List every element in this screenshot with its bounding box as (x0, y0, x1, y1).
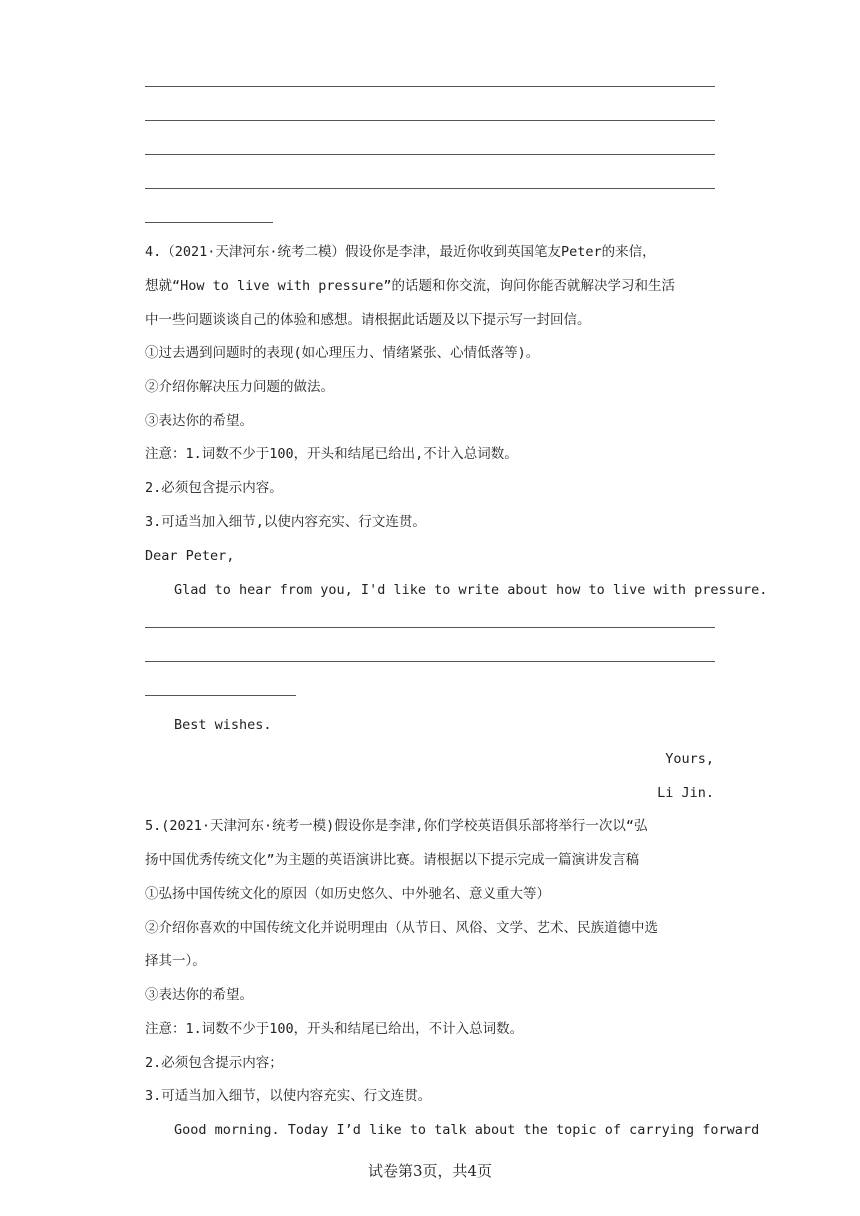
answer-line (145, 222, 273, 223)
q5-header-cont: 扬中国优秀传统文化”为主题的英语演讲比赛。请根据以下提示完成一篇演讲发言稿 (145, 852, 640, 868)
q4-prompt-3: ③表达你的希望。 (145, 413, 253, 429)
answer-line (145, 695, 296, 696)
q5-prompt-1: ①弘扬中国传统文化的原因（如历史悠久、中外驰名、意义重大等） (145, 886, 550, 902)
q4-header: 4.（2021·天津河东·统考二模）假设你是李津，最近你收到英国笔友Peter的来信， (145, 244, 656, 260)
q4-salutation: Dear Peter, (145, 548, 235, 564)
q4-prompt-1: ①过去遇到问题时的表现(如心理压力、情绪紧张、心情低落等)。 (145, 345, 540, 361)
q5-note-3: 3.可适当加入细节，以使内容充实、行文连贯。 (145, 1088, 432, 1104)
q4-signoff: Yours, (665, 751, 714, 767)
answer-line (145, 627, 715, 628)
answer-line (145, 120, 715, 121)
answer-line (145, 154, 715, 155)
q5-prompt-3: ③表达你的希望。 (145, 987, 253, 1003)
q4-prompt-2: ②介绍你解决压力问题的做法。 (145, 379, 334, 395)
answer-line (145, 86, 715, 87)
q5-opening: Good morning. Today I’d like to talk about the topic of carrying forward (174, 1122, 760, 1138)
q4-note-3: 3.可适当加入细节,以使内容充实、行文连贯。 (145, 514, 426, 530)
q5-prompt-2-cont: 择其一）。 (145, 953, 206, 969)
q5-header: 5.(2021·天津河东·统考一模)假设你是李津,你们学校英语俱乐部将举行一次以“弘 (145, 818, 648, 834)
answer-line (145, 661, 715, 662)
page-footer: 试卷第3页，共4页 (367, 1162, 493, 1180)
q4-opening: Glad to hear from you, I'd like to write about how to live with pressure. (174, 582, 768, 598)
q4-note-1: 注意：1.词数不少于100，开头和结尾已给出,不计入总词数。 (145, 446, 518, 462)
q5-prompt-2: ②介绍你喜欢的中国传统文化并说明理由（从节日、风俗、文学、艺术、民族道德中选 (145, 920, 658, 936)
q4-signature: Li Jin. (657, 785, 714, 801)
q4-closing: Best wishes. (174, 717, 272, 733)
q5-note-2: 2.必须包含提示内容； (145, 1055, 283, 1071)
q4-header-cont2: 中一些问题谈谈自己的体验和感想。请根据此话题及以下提示写一封回信。 (145, 312, 591, 328)
q5-note-1: 注意：1.词数不少于100，开头和结尾已给出，不计入总词数。 (145, 1021, 524, 1037)
answer-line (145, 188, 715, 189)
q4-header-cont: 想就“How to live with pressure”的话题和你交流，询问你能否就解决学习和生活 (145, 278, 675, 294)
q4-note-2: 2.必须包含提示内容。 (145, 480, 283, 496)
